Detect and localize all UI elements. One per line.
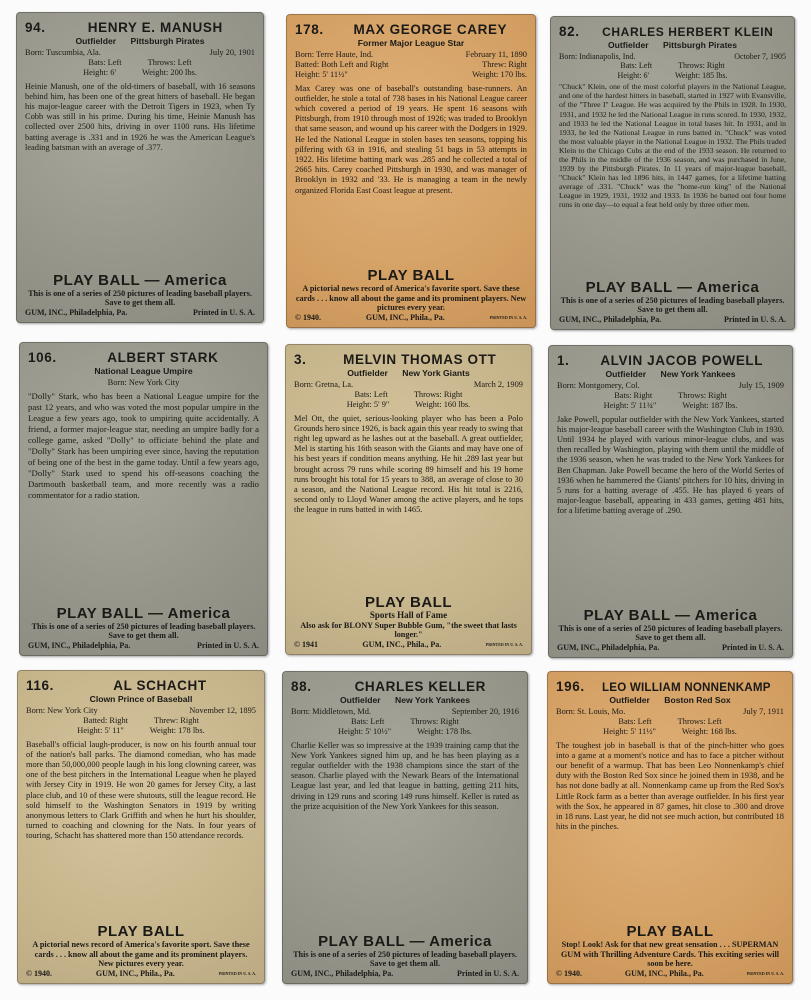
card-title: PLAY BALL — America <box>583 606 758 624</box>
card-stark <box>19 342 268 656</box>
card-number: 178. <box>295 22 324 37</box>
card-number: 116. <box>26 678 54 693</box>
card-keller <box>282 671 528 984</box>
card-footer: PLAY BALL — America This is one of a series of 250 pictures of leading baseball players. Save to get them all. GUM, INC., Philadelphia, Pa. Printed in U. S. A. <box>25 271 255 317</box>
card-title: PLAY BALL — America <box>318 932 492 950</box>
player-bio: "Chuck" Klein, one of the most colorful players in the National League, and one of the hardest hitters in baseball, started in 1927 with Evansville, of the "Three I" League. He was acquired by the Phils in 1928. In 1930, 1931, and 1932 he led the National League in runs scored. In 1930, 1932, and 1933 he led the National League in total bases hit. In 1931, and in 1933, he led the National League in runs batted in. "Chuck" was voted the most valuable player in the National League in 1932. The Phils traded Klein to the Chicago Cubs at the end of the 1933 season. He returned to the Phils in the middle of the 1936 season, and was purchased in June, 1939 by the Pittsburgh Pirates. In 11 years of major-league baseball, "Chuck" Klein has led 1896 hits, in 1447 games, for a lifetime batting average of .331. "Chuck" was the "home-run king" of the National League in 1929, 1931, 1932 and 1933. In 1936 he batted out four home runs in one day—to equal a feat held only by three other men. <box>559 82 786 210</box>
card-title: PLAY BALL — America <box>53 271 227 289</box>
card-powell <box>548 345 793 658</box>
player-stats: Born: New York City November 12, 1895 Batted: Right Threw: Right Height: 5' 11" Weight: 178 lbs. <box>26 706 256 736</box>
card-carey <box>286 14 536 328</box>
player-position: Outfielder Boston Red Sox <box>609 695 731 705</box>
card-klein <box>550 16 795 330</box>
card-manush <box>16 12 264 323</box>
player-bio: "Dolly" Stark, who has been a National League umpire for the past 12 years, and who was voted the most popular umpire in the League a few years ago, took to umpiring quite accidentally. A friend, a former major-league star, needing an umpire badly for a college game, asked "Dolly" to officiate behind the plate and "Dolly" Stark has been umpiring ever since, having the reputation of being one of the best in the game today. Until a few years ago, "Dolly" Stark used to spend his off-seasons coaching the Dartmouth basketball team, and more recently was a radio commentator for a radio station. <box>28 391 259 501</box>
player-position: Outfielder New York Yankees <box>340 695 470 705</box>
player-stats: Born: Middletown, Md. September 20, 1916 Bats: Left Throws: Right Height: 5' 10½" Weight: 178 lbs. <box>291 707 519 737</box>
player-stats: Born: Tuscumbia, Ala. July 20, 1901 Bats: Left Throws: Left Height: 6' Weight: 200 lbs. <box>25 48 255 78</box>
player-stats: Born: Indianapolis, Ind. October 7, 1905 Bats: Left Throws: Right Height: 6' Weight: 185 lbs. <box>559 52 786 80</box>
player-name: ALBERT STARK <box>107 350 219 365</box>
card-subtitle: Sports Hall of Fame <box>369 610 448 621</box>
player-name: LEO WILLIAM NONNENKAMP <box>602 681 771 694</box>
player-name: MAX GEORGE CAREY <box>353 22 508 37</box>
card-footer: PLAY BALL Stop! Look! Ask for that new great sensation . . . SUPERMAN GUM with Thrilling Adventure Cards. This exciting series will soon be here. © 1940. GUM, INC., Phila., Pa. PRINTED IN U. S. A. <box>556 923 784 978</box>
card-number: 1. <box>557 353 570 368</box>
card-number: 88. <box>291 679 312 694</box>
player-bio: The toughest job in baseball is that of the pinch-hitter who goes into a game at a moment's notice and has to face a pitcher without our benefit of a warmup. That has been Leo Nonnenkamp's chief duty with the Boston Red Sox since he joined them in 1938, and he has not done badly at all. Nonnenkamp came up from the Red Sox's Little Rock farm as a better than average outfielder. In his first year with the Sox, he appeared in 87 games, hit close to .300 and drove in 18 runs. Last year, he did not see much action, but contributed 18 hits in the pinches. <box>556 740 784 832</box>
player-bio: Jake Powell, popular outfielder with the New York Yankees, started his major-league baseball career with the Washington Club in 1930. Until 1934 he played with various minor-league clubs, and was then recalled by Washington, playing with them until the middle of the 1936 season, when he was traded to the New York Yankees for Ben Chapman. Jake Powell became the hero of the World Series of 1936 when he hammered the Giants' pitchers for 10 hits, driving in 5 runs for a batting average of .455. He has played 6 years of major-league baseball, appearing in 433 games, getting 481 hits, for a lifetime batting average of .290. <box>557 414 784 516</box>
card-title: PLAY BALL <box>97 923 185 941</box>
player-bio: Charlie Keller was so impressive at the 1939 training camp that the New York Yankees signed him up, and he has been playing as a regular outfielder with the 1938 champions since the start of the season. Charlie played with the Newark Bears of the International League last year, and led that league in batting, getting 211 hits, driving in 129 runs and scoring 149 runs himself. Keller is rated as the prize acquisition of the New York Yankees for this season. <box>291 740 519 811</box>
card-title: PLAY BALL <box>626 923 714 941</box>
card-footer: PLAY BALL A pictorial news record of America's favorite sport. Save these cards . . . know all about the game and its prominent players. New pictures every year. © 1940. GUM, INC., Phila., Pa. PRINTED IN U. S. A. <box>295 267 527 322</box>
player-position: Outfielder New York Yankees <box>605 369 736 379</box>
player-position: National League Umpire <box>94 366 193 376</box>
card-number: 3. <box>294 352 307 367</box>
player-name: MELVIN THOMAS OTT <box>343 352 497 367</box>
card-footer: PLAY BALL — America This is one of a series of 250 pictures of leading baseball players. Save to get them all. GUM, INC., Philadelphia, Pa. Printed in U. S. A. <box>291 932 519 978</box>
card-nonnenkamp <box>547 671 793 984</box>
player-bio: Mel Ott, the quiet, serious-looking player who has been a Polo Grounds hero since 1926, is back again this year ready to swing that right leg upward as he lashes out at the baseball. A great outfielder, Mel is starting his 16th season with the Giants and may have one of his best years if condition means anything. He hit .289 last year but brought across 79 runs while scoring 89 himself and his 19 home runs brought his total for 15 years to 388, an average of close to 30 a season, and the National League record. His hit total is 2216, second only to Lloyd Waner among the active players, and he tops the league in runs batted in with 1465. <box>294 413 523 515</box>
player-position: Outfielder New York Giants <box>347 368 470 378</box>
player-position: Clown Prince of Baseball <box>89 694 193 704</box>
card-number: 94. <box>25 20 46 35</box>
player-name: CHARLES KELLER <box>354 679 486 694</box>
card-title: PLAY BALL <box>367 267 455 285</box>
player-name: ALVIN JACOB POWELL <box>600 353 764 368</box>
player-position: Outfielder Pittsburgh Pirates <box>607 40 737 50</box>
card-footer: PLAY BALL — America This is one of a series of 250 pictures of leading baseball players. Save to get them all. GUM, INC., Philadelphia, Pa. Printed in U. S. A. <box>557 606 784 652</box>
player-stats: Born: Gretna, La. March 2, 1909 Bats: Left Throws: Right Height: 5' 9" Weight: 160 lbs. <box>294 380 523 410</box>
player-stats: Born: New York City <box>107 378 180 387</box>
player-stats: Born: Terre Haute, Ind. February 11, 1890 Batted: Both Left and Right Threw: Right Height: 5' 11½" Weight: 170 lbs. <box>295 50 527 80</box>
player-name: AL SCHACHT <box>113 678 207 693</box>
card-schacht <box>17 670 265 984</box>
card-number: 196. <box>556 679 585 694</box>
card-footer: PLAY BALL — America This is one of a series of 250 pictures of leading baseball players. Save to get them all. GUM, INC., Philadelphia, Pa. Printed in U. S. A. <box>559 278 786 324</box>
card-footer: PLAY BALL — America This is one of a series of 250 pictures of leading baseball players. Save to get them all. GUM, INC., Philadelphia, Pa. Printed in U. S. A. <box>28 604 259 650</box>
card-title: PLAY BALL <box>364 594 452 612</box>
player-bio: Baseball's official laugh-producer, is now on his fourth annual tour of the nation's ball parks. The diamond comedian, who has made more than 50,000,000 people laugh in his long clowning career, was one of the best pitchers in the International League when he played with Jersey City in 1919. He won 20 games for Jersey City, a last place club, and 10 of these were shutouts, still the league record. He sold himself to the Washington Senators in 1919 by writing anonymous letters to Clark Griffith and when he hurt his shoulder, turned to coaching and clowning for the Nats. In four years of touring, Schacht has shattered more than 150 attendance records. <box>26 739 256 841</box>
player-position: Outfielder Pittsburgh Pirates <box>75 36 205 46</box>
card-ott <box>285 344 532 655</box>
player-position: Former Major League Star <box>357 38 465 48</box>
card-number: 82. <box>559 24 580 39</box>
card-footer: PLAY BALL A pictorial news record of America's favorite sport. Save these cards . . . know all about the game and its prominent players. New pictures every year. © 1940. GUM, INC., Phila., Pa. PRINTED IN U. S. A. <box>26 923 256 978</box>
player-name: CHARLES HERBERT KLEIN <box>602 25 774 39</box>
card-title: PLAY BALL — America <box>585 278 760 296</box>
card-footer: PLAY BALL Sports Hall of Fame Also ask for BLONY Super Bubble Gum, "the sweet that lasts longer." © 1941 GUM, INC., Phila., Pa. PRINTED IN U. S. A. <box>294 594 523 649</box>
card-number: 106. <box>28 350 57 365</box>
player-stats: Born: Montgomery, Col. July 15, 1909 Bats: Right Throws: Right Height: 5' 11¾" Weight: 187 lbs. <box>557 381 784 411</box>
player-bio: Heinie Manush, one of the old-timers of baseball, with 16 seasons behind him, has been one of the great hitters of baseball. He began his major-league career with the Detroit Tigers in 1923, when Ty Cobb was still in his prime. During his time, Heinie Manush has collected over 2500 hits, driving in over 1100 runs. His lifetime batting average is .331 and in 1926 he was the American League's leading batsman with an average of .377. <box>25 81 255 152</box>
player-bio: Max Carey was one of baseball's outstanding base-runners. An outfielder, he stole a total of 738 bases in his National League career which covered a period of 19 years. He spent 16 seasons with Pittsburgh, from 1910 through most of 1926; was traded to Brooklyn that same season, and wound up his career with the Dodgers in 1929. He led the National League in stolen bases ten seasons, topping his pilfering with 63 in 1916, and stealing 51 bags in 53 attempts in 1922. His lifetime batting mark was .285 and he collected a total of 2665 hits. Carey coached Pittsburgh in 1930, and was manager of Brooklyn in 1932 and '33. He is managing a team in the newly organized Florida East Coast league at present. <box>295 83 527 195</box>
card-title: PLAY BALL — America <box>56 604 231 622</box>
player-stats: Born: St. Louis, Mo. July 7, 1911 Bats: Left Throws: Left Height: 5' 11½" Weight: 168 lbs. <box>556 707 784 737</box>
player-name: HENRY E. MANUSH <box>87 20 223 35</box>
